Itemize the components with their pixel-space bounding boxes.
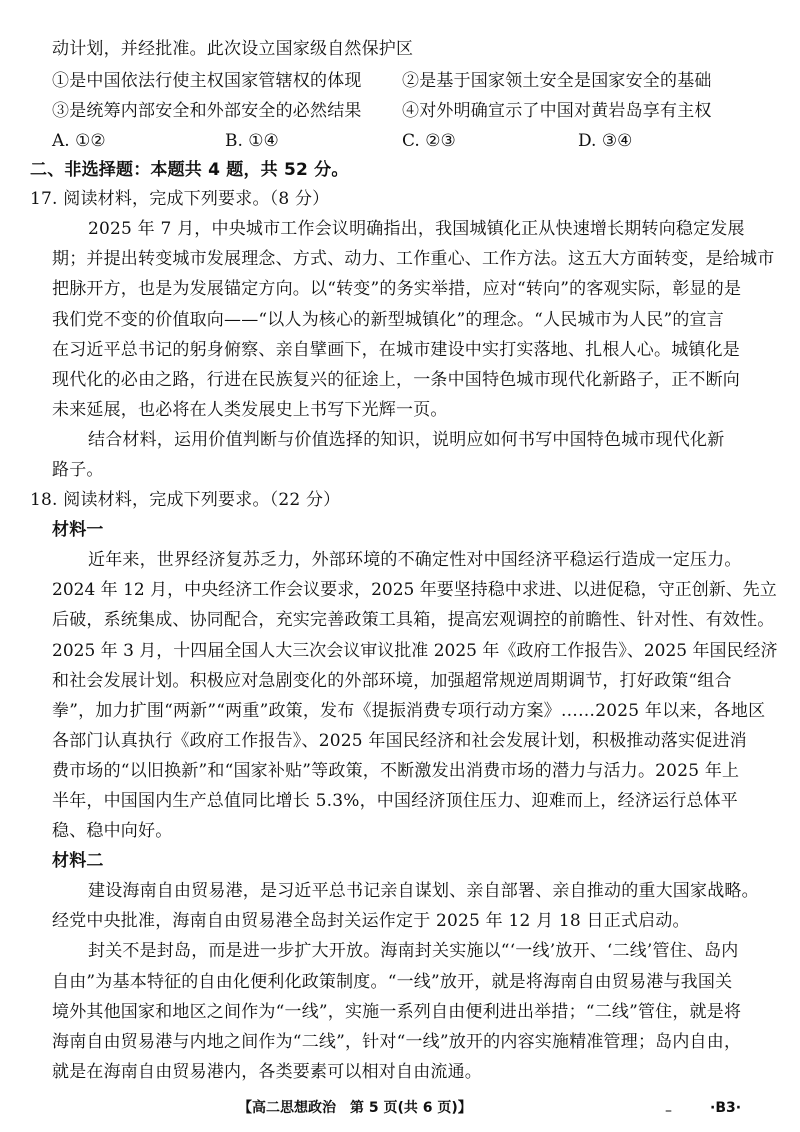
material2-line-4: 自由”为基本特征的自由化便利化政策制度。“一线”放开，就是将海南自由贸易港与我国关 [52, 972, 733, 992]
material1-line-7: 各部门认真执行《政府工作报告》、2025 年国民经济和社会发展计划，积极推动落实促进消 [52, 731, 747, 751]
q17-paragraph-line-5: 在习近平总书记的躬身俯察、亲自擘画下，在城市建设中实打实落地、扎根人心。城镇化是 [52, 340, 740, 360]
material2-line-2: 经党中央批准，海南自由贸易港全岛封关运作定于 2025 年 12 月 18 日正式启动。 [52, 911, 690, 931]
material2-line-6: 海南自由贸易港与内地之间作为“二线”，针对“一线”放开的内容实施精准管理；岛内自由， [52, 1032, 742, 1052]
q16-option-c: C. ②③ [402, 131, 456, 151]
q18-stem: 18. 阅读材料，完成下列要求。（22 分） [30, 490, 341, 510]
q16-option-b: B. ①④ [225, 131, 279, 151]
q17-stem: 17. 阅读材料，完成下列要求。（8 分） [30, 189, 330, 209]
q16-option-d: D. ③④ [578, 131, 633, 151]
material1-line-9: 半年，中国国内生产总值同比增长 5.3%，中国经济顶住压力、迎难而上，经济运行总体平 [52, 791, 738, 811]
material2-line-7: 就是在海南自由贸易港内，各类要素可以相对自由流通。 [52, 1062, 482, 1082]
material1-line-2: 2024 年 12 月，中央经济工作会议要求，2025 年要坚持稳中求进、以进促稳，守正创新、先立 [52, 580, 777, 600]
q16-statement-2: ②是基于国家领土安全是国家安全的基础 [402, 71, 712, 91]
material1-line-6: 拳”，加力扩围“两新”“两重”政策，发布《提振消费专项行动方案》……2025 年以来，各地区 [52, 701, 766, 721]
q16-statement-4: ④对外明确宣示了中国对黄岩岛享有主权 [402, 101, 712, 121]
q17-task-line-2: 路子。 [52, 460, 104, 480]
q16-statement-1: ①是中国依法行使主权国家管辖权的体现 [52, 71, 362, 91]
section-heading: 二、非选择题：本题共 4 题，共 52 分。 [30, 160, 349, 180]
material1-line-4: 2025 年 3 月，十四届全国人大三次会议审议批准 2025 年《政府工作报告》、2025 年国民经济 [52, 641, 778, 661]
material1-title: 材料一 [52, 520, 104, 540]
q17-paragraph-line-1: 2025 年 7 月，中央城市工作会议明确指出，我国城镇化正从快速增长期转向稳定发展 [88, 219, 745, 239]
material1-line-8: 费市场的“以旧换新”和“国家补贴”等政策，不断激发出消费市场的潜力与活力。2025 年上 [52, 761, 740, 781]
material2-line-3: 封关不是封岛，而是进一步扩大开放。海南封关实施以“‘一线’放开、‘二线’管住、岛内 [88, 941, 739, 961]
material1-line-5: 和社会发展计划。积极应对急剧变化的外部环境，加强超常规逆周期调节，打好政策“组合 [52, 671, 732, 691]
q17-paragraph-line-7: 未来延展，也必将在人类发展史上书写下光辉一页。 [52, 400, 448, 420]
q16-option-a: A. ①② [52, 131, 106, 151]
q17-paragraph-line-4: 我们党不变的价值取向——“以人为核心的新型城镇化”的理念。“人民城市为人民”的宣言 [52, 310, 724, 330]
material1-line-10: 稳、稳中向好。 [52, 821, 173, 841]
footer-page-label: 【高二思想政治 第 5 页(共 6 页)】 [238, 1100, 472, 1116]
q17-paragraph-line-6: 现代化的必由之路，行进在民族复兴的征途上，一条中国特色城市现代化新路子，正不断向 [52, 370, 740, 390]
q17-paragraph-line-3: 把脉开方，也是为发展锚定方向。以“转变”的务实举措，应对“转向”的客观实际，彰显的是 [52, 279, 742, 299]
q16-continuation: 动计划，并经批准。此次设立国家级自然保护区 [52, 39, 414, 59]
material1-line-1: 近年来，世界经济复苏乏力，外部环境的不确定性对中国经济平稳运行造成一定压力。 [88, 550, 742, 570]
material2-line-1: 建设海南自由贸易港，是习近平总书记亲自谋划、亲自部署、亲自推动的重大国家战略。 [88, 881, 759, 901]
q17-task-line-1: 结合材料，运用价值判断与价值选择的知识，说明应如何书写中国特色城市现代化新 [88, 430, 725, 450]
q16-statement-3: ③是统筹内部安全和外部安全的必然结果 [52, 101, 362, 121]
material2-title: 材料二 [52, 851, 104, 871]
footer-code: ·B3· [710, 1100, 742, 1116]
material2-line-5: 境外其他国家和地区之间作为“一线”，实施一系列自由便利进出举措；“二线”管住，就是将 [52, 1002, 742, 1022]
footer-dash: – [665, 1103, 672, 1119]
q17-paragraph-line-2: 期；并提出转变城市发展理念、方式、动力、工作重心、工作方法。这五大方面转变，是给城市 [52, 249, 775, 269]
material1-line-3: 后破，系统集成、协同配合，充实完善政策工具箱，提高宏观调控的前瞻性、针对性、有效性。 [52, 610, 775, 630]
